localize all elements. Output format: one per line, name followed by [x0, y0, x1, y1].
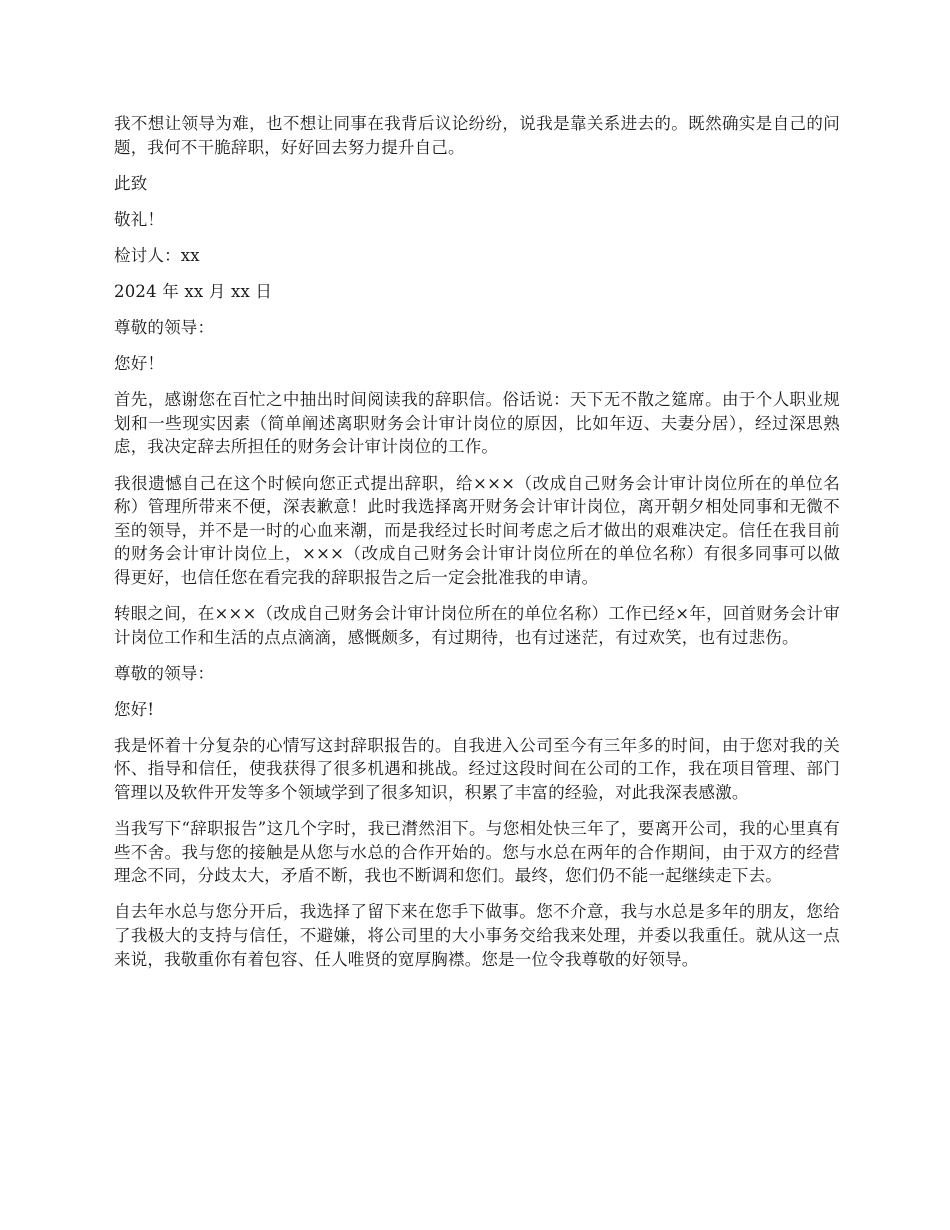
- document-body: [114, 112, 840, 984]
- closing-regards: 敬礼！: [114, 209, 165, 229]
- paragraph-body: 我是怀着十分复杂的心情写这封辞职报告的。自我进入公司至今有三年多的时间，由于您对我的关怀、指导和信任，使我获得了很多机遇和挑战。经过这段时间在公司的工作，我在项目管理、部门管理以及软件开发等多个领域学到了很多知识，积累了丰富的经验，对此我深表感激。: [114, 735, 840, 803]
- letter-hello: 您好!: [114, 699, 155, 719]
- letter-greeting: 尊敬的领导：: [114, 318, 215, 338]
- letter-greeting: 尊敬的领导：: [114, 663, 215, 683]
- date-line: 2024 年 xx 月 xx 日: [114, 281, 273, 301]
- closing-salutation: 此致: [114, 173, 148, 193]
- paragraph-body: 首先，感谢您在百忙之中抽出时间阅读我的辞职信。俗话说：天下无不散之筵席。由于个人职业规划和一些现实因素（简单阐述离职财务会计审计岗位的原因，比如年迈、夫妻分居），经过深思熟虑，我决定辞去所担任的财务会计审计岗位的工作。: [114, 390, 840, 457]
- paragraph-body: 转眼之间，在×××（改成自己财务会计审计岗位所在的单位名称）工作已经×年，回首财务会计审计岗位工作和生活的点点滴滴，感慨颇多，有过期待，也有过迷茫，有过欢笑，也有过悲伤。: [114, 604, 840, 647]
- paragraph-intro: 我不想让领导为难，也不想让同事在我背后议论纷纷，说我是靠关系进去的。既然确实是自己的问题，我何不干脆辞职，好好回去努力提升自己。: [114, 114, 840, 157]
- signature-line: 检讨人：xx: [114, 245, 200, 265]
- paragraph-body: 我很遗憾自己在这个时候向您正式提出辞职，给×××（改成自己财务会计审计岗位所在的单位名称）管理所带来不便，深表歉意！此时我选择离开财务会计审计岗位，离开朝夕相处同事和无微不至的领导，并不是一时的心血来潮，而是我经过长时间考虑之后才做出的艰难决定。信任在我目前的财务会计审计岗位上，×××（改成自己财务会计审计岗位所在的单位名称）有很多同事可以做得更好，也信任您在看完我的辞职报告之后一定会批准我的申请。: [114, 473, 840, 587]
- letter-hello: 您好！: [114, 354, 165, 374]
- paragraph-body: 当我写下“辞职报告”这几个字时，我已潸然泪下。与您相处快三年了，要离开公司，我的心里真有些不舍。我与您的接触是从您与水总的合作开始的。您与水总在两年的合作期间，由于双方的经营理念不同，分歧太大，矛盾不断，我也不断调和您们。最终，您们仍不能一起继续走下去。: [114, 819, 840, 886]
- paragraph-body: 自去年水总与您分开后，我选择了留下来在您手下做事。您不介意，我与水总是多年的朋友，您给了我极大的支持与信任，不避嫌，将公司里的大小事务交给我来处理，并委以我重任。就从这一点来说，我敬重你有着包容、任人唯贤的宽厚胸襟。您是一位令我尊敬的好领导。: [114, 902, 840, 969]
